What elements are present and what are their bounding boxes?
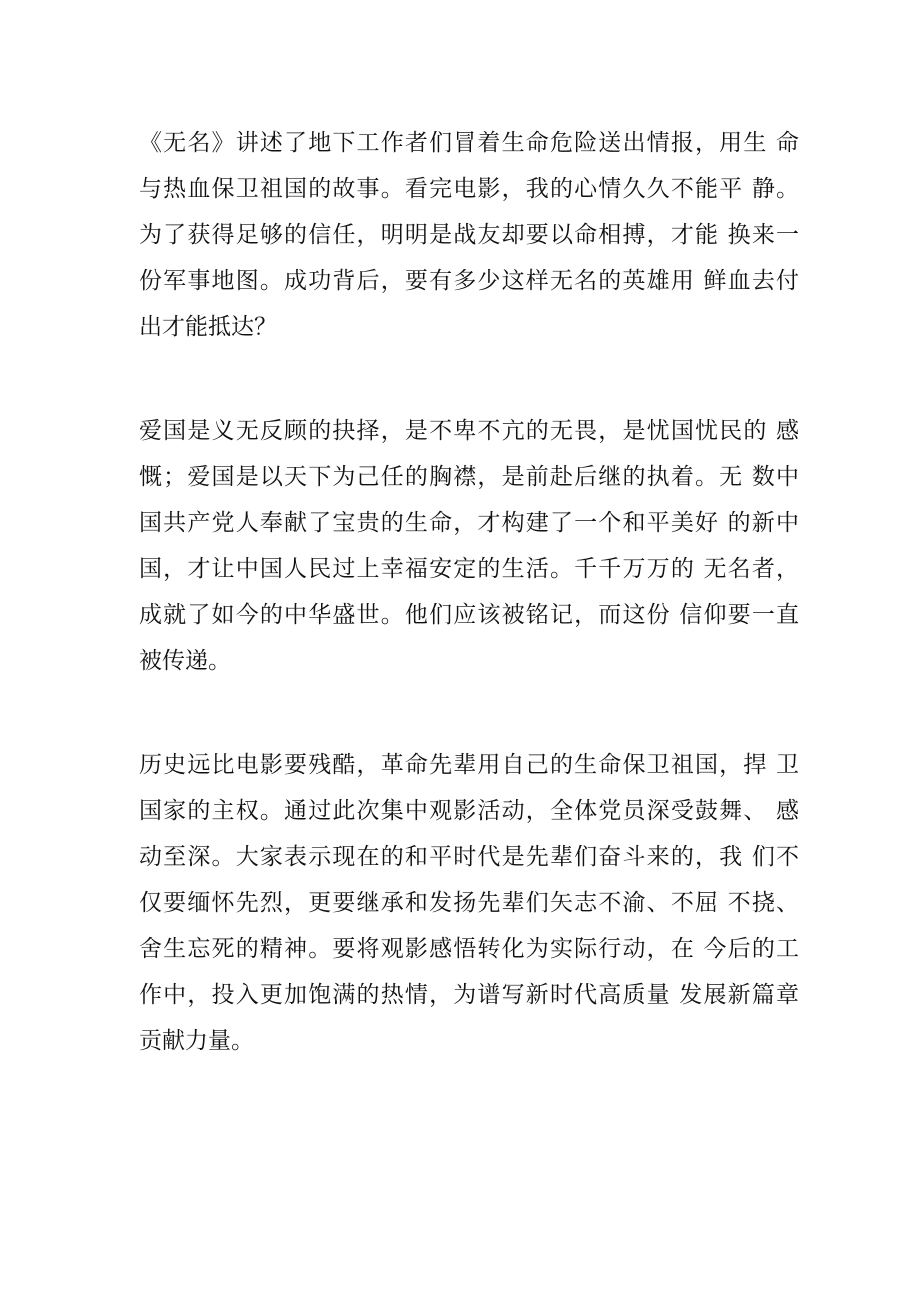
paragraph-line: 作中，投入更加饱满的热情，为谱写新时代高质量 发展新篇章 [139,982,799,1008]
paragraph-2 [139,408,799,684]
paragraph-line: 舍生忘死的精神。要将观影感悟转化为实际行动，在 今后的工 [139,936,799,962]
paragraph-line: 成就了如今的中华盛世。他们应该被铭记，而这份 信仰要一直 [139,602,799,628]
paragraph-1 [139,120,799,350]
paragraph-line: 爱国是义无反顾的抉择，是不卑不亢的无畏，是忧国忧民的 感 [139,418,799,444]
paragraph-line: 为了获得足够的信任，明明是战友却要以命相搏，才能 换来一 [139,222,799,248]
paragraph-line: 国家的主权。通过此次集中观影活动，全体党员深受鼓舞、 感 [139,798,799,824]
paragraph-line: 份军事地图。成功背后，要有多少这样无名的英雄用 鲜血去付 [139,268,799,294]
paragraph-line: 《无名》讲述了地下工作者们冒着生命危险送出情报，用生 命 [139,130,799,156]
paragraph-line: 出才能抵达？ [139,314,277,340]
paragraph-3 [139,742,799,1064]
paragraph-line: 动至深。大家表示现在的和平时代是先辈们奋斗来的，我 们不 [139,844,799,870]
paragraph-line: 慨；爱国是以天下为己任的胸襟，是前赴后继的执着。无 数中 [139,464,799,490]
paragraph-line: 国，才让中国人民过上幸福安定的生活。千千万万的 无名者， [139,556,799,582]
paragraph-line: 与热血保卫祖国的故事。看完电影，我的心情久久不能平 静。 [139,176,799,202]
paragraph-line: 历史远比电影要残酷，革命先辈用自己的生命保卫祖国，捍 卫 [139,752,799,778]
paragraph-line: 贡献力量。 [139,1028,254,1054]
paragraph-line: 仅要缅怀先烈，更要继承和发扬先辈们矢志不渝、不屈 不挠、 [139,890,799,916]
paragraph-line: 国共产党人奉献了宝贵的生命，才构建了一个和平美好 的新中 [139,510,799,536]
paragraph-line: 被传递。 [139,648,231,674]
